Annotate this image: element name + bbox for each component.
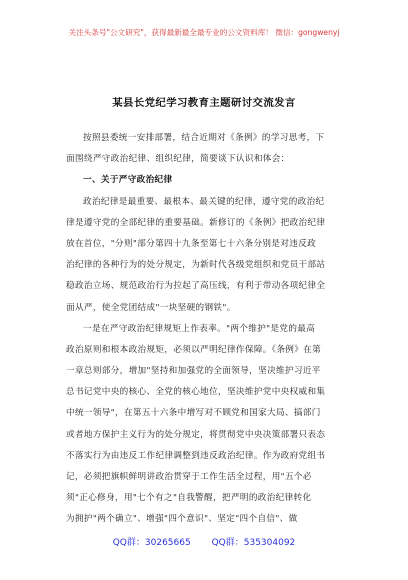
body-line: 按照县委统一安排部署，结合近期对《条例》的学习思考，下 [83,133,325,143]
body-line: 放在首位，"分则"部分第四十九条至第七十六条分别是对违反政 [66,238,317,249]
body-line: 政治纪律是最重要、最根本、最关键的纪律，遵守党的政治纪 [83,196,325,207]
body-line: 律是遵守党的全部纪律的重要基础。新修订的《条例》把政治纪律 [66,217,326,228]
body-line: 为拥护"两个确立"、增强"四个意识"、坚定"四个自信"、做 [66,514,298,525]
body-line: 总书记党中央的核心、全党的核心地位，坚决维护党中央权威和集 [66,387,326,398]
body-line: 治纪律的各种行为的处分规定，为新时代各级党组织和党员干部站 [66,260,326,271]
body-line: 政治原则和根本政治规矩，必须以严明纪律作保障。《条例》在第 [66,344,322,355]
body-line: 或者地方保护主义行为的处分规定，将贯彻党中央决策部署只表态 [66,429,326,440]
body-line: 一章总则部分，增加"坚持和加强党的全面领导，坚决维护习近平 [66,366,321,377]
footer-contact [0,537,408,549]
body-line: 不落实行为由违反工作纪律调整到违反政治纪律。作为政府党组书 [66,450,326,461]
body-line: 须"正心修身，用"七个有之"自我警醒，把严明的政治纪律转化 [66,493,312,504]
promo-banner: 关注头条号"公文研究"，获得最新最全最专业的公文资料库！ 微信：gongwenyj [68,28,340,37]
body-line: 面从严，使全党团结成"一块坚硬的钢铁"。 [66,302,236,313]
body-line: 中统一领导"，在第五十六条中增写对不顾党和国家大局、搞部门 [66,408,321,419]
body-line: 稳政治立场、规范政治行为拉起了高压线，有利于带动各项纪律全 [66,281,326,292]
document-body [66,128,350,531]
body-line: 面围绕严守政治纪律、组织纪律，简要谈下认识和体会： [66,154,290,165]
document-title: 某县长党纪学习教育主题研讨交流发言 [112,97,296,109]
body-line: 记，必须把旗帜鲜明讲政治贯穿于工作生活全过程，用"五个必 [66,472,312,482]
qq-group-1: QQ群：30265665 [112,538,191,548]
qq-group-2: QQ群：535304092 [211,538,296,548]
section-heading: 一、关于严守政治纪律 [83,175,173,186]
body-line: 一是在严守政治纪律规矩上作表率。"两个维护"是党的最高 [83,323,316,334]
